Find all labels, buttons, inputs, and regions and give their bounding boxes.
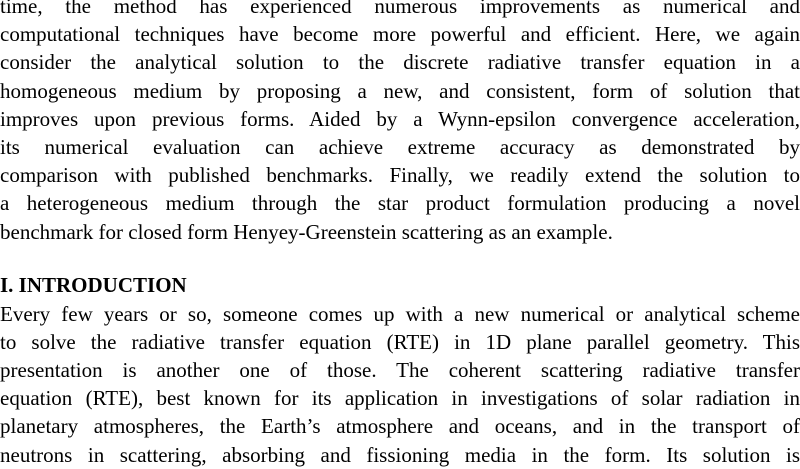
- abstract-line: benchmark for closed form Henyey-Greenstein scattering as an example.: [0, 219, 613, 244]
- introduction-line: presentation is another one of those. The coherent scattering radiative transfer: [0, 358, 800, 383]
- introduction-paragraph: [0, 300, 800, 469]
- introduction-line: planetary atmospheres, the Earth’s atmosphere and oceans, and in the transport of: [0, 414, 800, 439]
- abstract-line: homogeneous medium by proposing a new, and consistent, form of solution that: [0, 78, 800, 103]
- section-heading: I. INTRODUCTION: [0, 272, 187, 297]
- introduction-line: equation (RTE), best known for its application in investigations of solar radiation in: [0, 386, 800, 411]
- section-spacer: [0, 246, 800, 270]
- abstract-line: computational techniques have become more powerful and efficient. Here, we again: [0, 22, 800, 47]
- introduction-line: Every few years or so, someone comes up with a new numerical or analytical scheme: [0, 301, 800, 326]
- introduction-line: to solve the radiative transfer equation (RTE) in 1D plane parallel geometry. This: [0, 329, 800, 354]
- abstract-line: its numerical evaluation can achieve extreme accuracy as demonstrated by: [0, 134, 800, 159]
- abstract-line: comparison with published benchmarks. Finally, we readily extend the solution to: [0, 163, 800, 188]
- introduction-line: neutrons in scattering, absorbing and fissioning media in the form. Its solution is: [0, 442, 800, 467]
- abstract-line: consider the analytical solution to the discrete radiative transfer equation in a: [0, 50, 800, 75]
- abstract-line: a heterogeneous medium through the star product formulation producing a novel: [0, 191, 800, 216]
- abstract-line: time, the method has experienced numerous improvements as numerical and: [0, 0, 800, 18]
- abstract-line: improves upon previous forms. Aided by a Wynn-epsilon convergence acceleration,: [0, 106, 800, 131]
